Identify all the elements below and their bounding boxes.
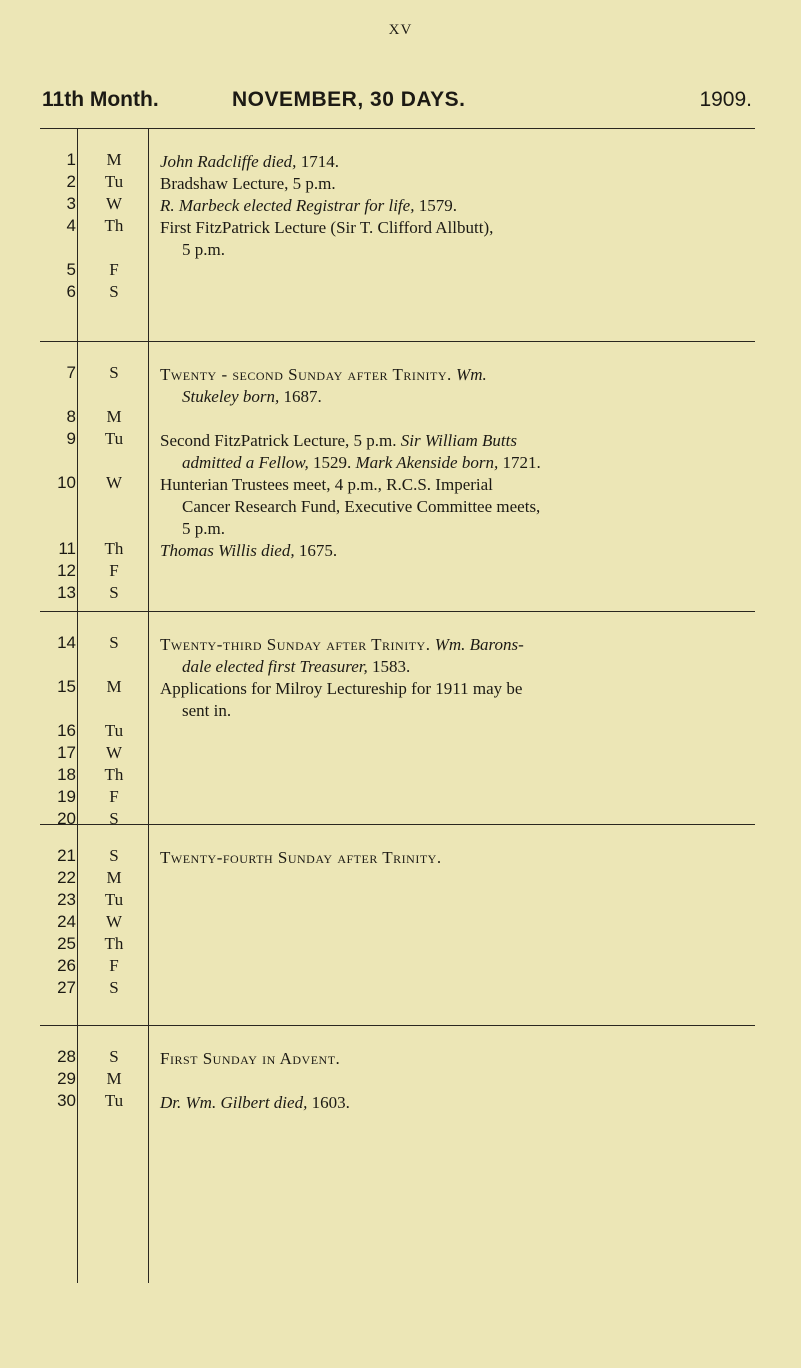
event-nov-14 [160,634,760,678]
event-text: First FitzPatrick Lecture (Sir T. Clifford Allbutt), [160,218,494,237]
event-nov-11 [160,540,760,562]
event-text: Bradshaw Lecture, 5 p.m. [160,174,336,193]
day-number: 3 [66,194,76,213]
event-text-continued: 5 p.m. [182,240,225,259]
weekday: W [105,743,123,762]
day-number: 10 [57,473,76,492]
week-divider [40,1025,755,1026]
event-year: 1721. [498,453,541,472]
day-number: 25 [57,934,76,953]
event-text: Applications for Milroy Lectureship for 1911 may be [160,679,523,698]
weekday: S [109,809,119,828]
weekday: F [109,561,119,580]
event-year: 1714. [296,152,339,171]
event-heading: Twenty-fourth Sunday after Trinity. [160,848,442,867]
event-year: 1687. [279,387,322,406]
day-number: 7 [66,363,76,382]
day-number: 14 [57,633,76,652]
event-text: R. Marbeck elected Registrar for life, [160,196,415,215]
event-text: Mark Akenside born, [355,453,499,472]
day-number: 4 [66,216,76,235]
event-nov-7 [160,364,760,408]
event-text: Thomas Willis died, [160,541,295,560]
event-text: admitted a Fellow, [182,453,309,472]
weekday: S [109,633,119,652]
day-number: 8 [66,407,76,426]
event-nov-21 [160,847,760,869]
event-nov-15 [160,678,760,722]
week-divider [40,341,755,342]
day-number: 26 [57,956,76,975]
weekday: Tu [104,172,124,191]
event-nov-9 [160,430,760,474]
day-number: 2 [66,172,76,191]
weekday: Th [104,539,124,558]
day-number: 21 [57,846,76,865]
year-label: 1909. [699,88,752,111]
month-label: 11th Month. [42,88,159,111]
weekday: S [109,846,119,865]
day-number: 9 [66,429,76,448]
weekday: F [109,260,119,279]
weekday: Tu [104,429,124,448]
event-nov-10 [160,474,760,540]
day-number: 22 [57,868,76,887]
event-nov-28 [160,1048,760,1070]
day-number: 1 [66,150,76,169]
day-number: 29 [57,1069,76,1088]
weekday: M [106,407,122,426]
event-nov-2 [160,173,760,195]
day-number: 13 [57,583,76,602]
event-text: Hunterian Trustees meet, 4 p.m., R.C.S. Imperial [160,475,493,494]
weekday: S [109,282,119,301]
day-number: 24 [57,912,76,931]
day-number: 11 [58,539,76,558]
event-nov-30 [160,1092,760,1114]
week-divider [40,611,755,612]
event-year: 1675. [294,541,338,560]
weekday: Th [104,934,124,953]
weekday: W [105,473,123,492]
event-text: Wm. Barons- [430,635,524,654]
weekday: M [106,150,122,169]
event-text: Second FitzPatrick Lecture, 5 p.m. [160,431,401,450]
weekday: W [105,194,123,213]
day-number: 28 [57,1047,76,1066]
event-nov-1 [160,151,760,173]
day-number: 6 [66,282,76,301]
event-nov-3 [160,195,760,217]
page-header [42,88,752,118]
day-number: 5 [66,260,76,279]
day-number: 12 [57,561,76,580]
weekday: Tu [104,1091,124,1110]
event-text: Sir William Butts [400,431,517,450]
event-text: Stukeley born, [182,387,280,406]
day-number: 23 [57,890,76,909]
event-text-continued: sent in. [182,701,232,720]
weekday: S [109,363,119,382]
event-nov-4 [160,217,760,261]
day-row [0,583,801,609]
day-number: 17 [57,743,76,762]
weekday: F [109,956,119,975]
day-number: 15 [57,677,76,696]
day-number: 19 [57,787,76,806]
event-year: 1579. [414,196,457,215]
event-heading: First Sunday in Advent. [160,1049,341,1068]
page-number: XV [388,22,413,38]
weekday: S [109,583,119,602]
weekday: S [109,1047,119,1066]
day-number: 27 [57,978,76,997]
event-heading: Twenty-third Sunday after Trinity. [160,635,431,654]
event-year: 1529. [308,453,356,472]
event-text-continued: Cancer Research Fund, Executive Committee meets, [182,497,541,516]
event-year: 1583. [367,657,411,676]
event-year: 1603. [307,1093,350,1112]
day-row [0,978,801,1004]
day-row [0,282,801,308]
day-number: 16 [57,721,76,740]
day-number: 20 [57,809,76,828]
event-heading: Twenty - second Sunday after Trinity. [160,365,452,384]
weekday: Tu [104,890,124,909]
weekday: M [106,677,122,696]
day-row [0,809,801,835]
weekday: S [109,978,119,997]
event-text: dale elected first Treasurer, [182,657,368,676]
weekday: Th [104,216,124,235]
day-number: 18 [57,765,76,784]
weekday: M [106,1069,122,1088]
weekday: Th [104,765,124,784]
event-text: Wm. [451,365,487,384]
day-number: 30 [57,1091,76,1110]
event-text: Dr. Wm. Gilbert died, [160,1093,308,1112]
weekday: Tu [104,721,124,740]
event-text-continued: 5 p.m. [182,519,225,538]
weekday: F [109,787,119,806]
weekday: M [106,868,122,887]
month-title: NOVEMBER, 30 DAYS. [232,88,466,111]
event-text: John Radcliffe died, [160,152,297,171]
weekday: W [105,912,123,931]
